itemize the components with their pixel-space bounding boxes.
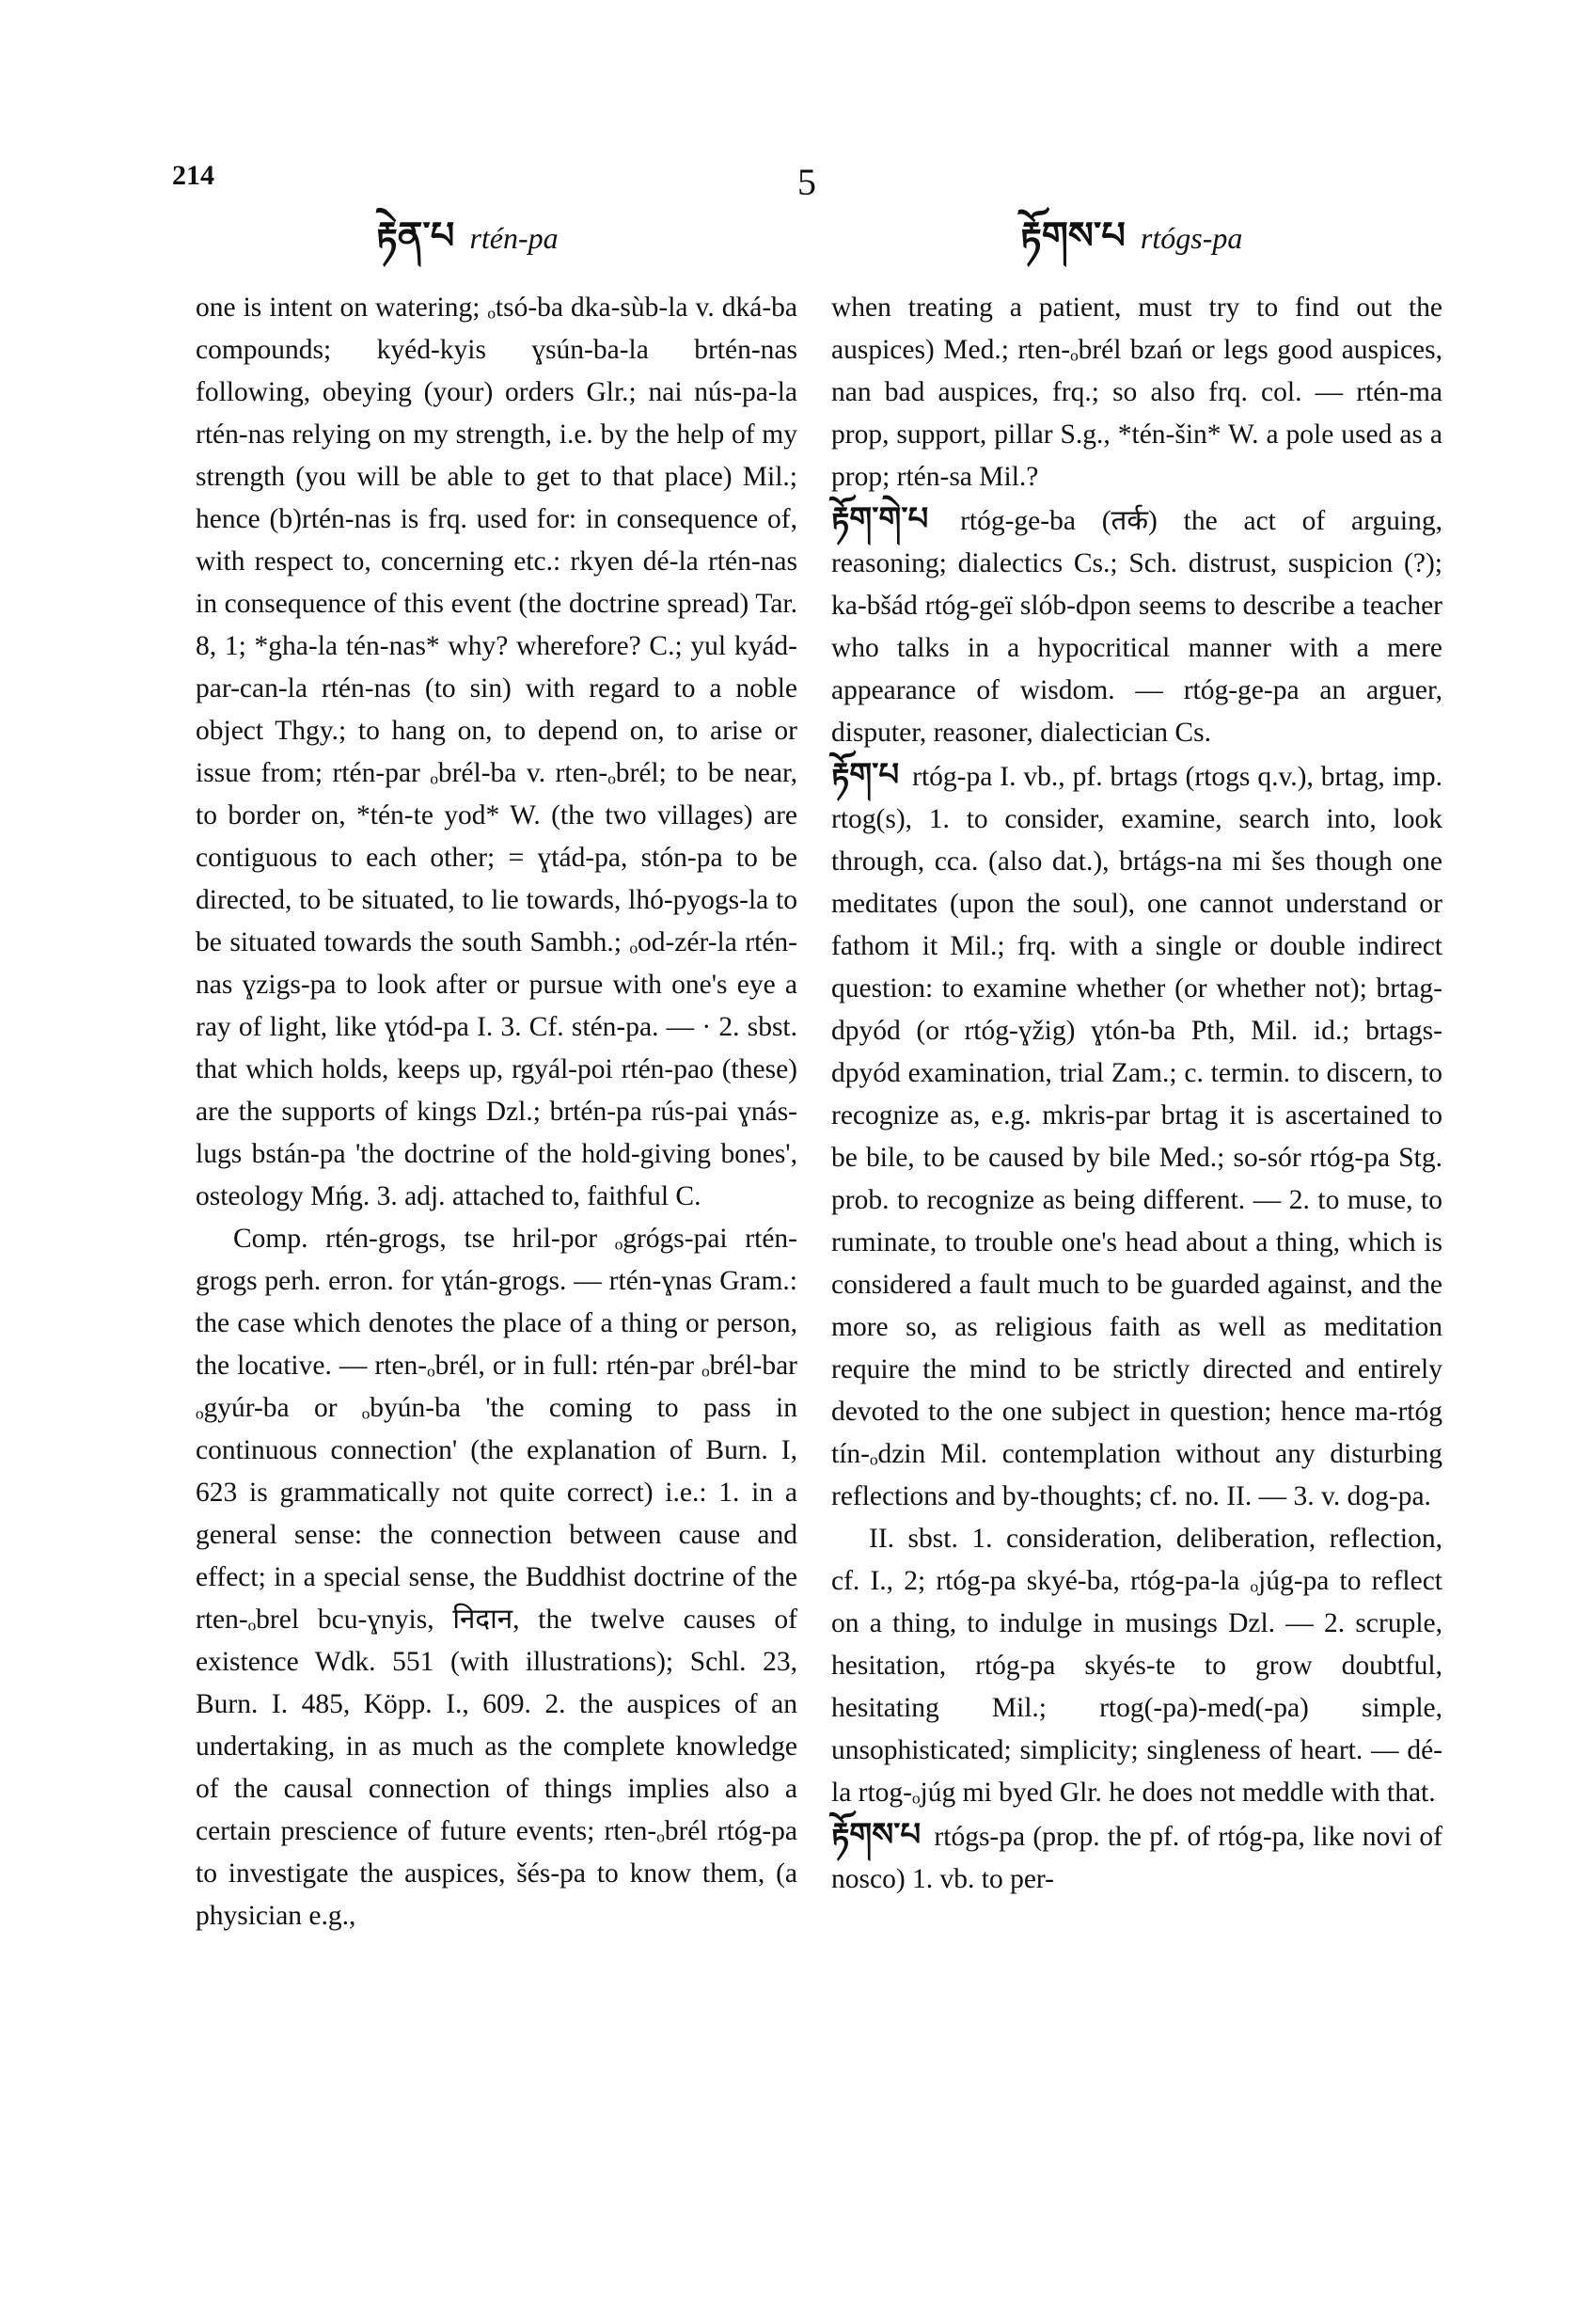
right-head-roman: rtógs-pa — [1140, 221, 1243, 255]
entry-text: rtógs-pa (prop. the pf. of rtóg-pa, like novi of nosco) 1. vb. to per- — [831, 1822, 1442, 1894]
entry-rtog-ge-ba — [831, 498, 1442, 754]
entry-headword-tibetan: རྟོགས་པ — [831, 1818, 922, 1853]
entry-text: rtóg-ge-ba (तर्क) the act of arguing, reasoning; dialectics Cs.; Sch. distrust, suspicion (?); ka-bšád rtóg-geï slób-dpon seems to describe a teacher who talks in a hypocritical manner with a mere appearance of wisdom. — rtóg-ge-pa an arguer, disputer, reasoner, dialectician Cs. — [831, 506, 1442, 748]
entry-rtog-pa — [831, 754, 1442, 1518]
compounds-paragraph: Comp. rtén-grogs, tse hril-por ₒgrógs-pai rtén-grogs perh. erron. for ɣtán-grogs. — rtén-ɣnas Gram.: the case which denotes the place of a thing or person, the locative. — rten-ₒbrél, or in full: rtén-par ₒbrél-bar ₒgyúr-ba or ₒbyún-ba 'the coming to pass in continuous connection' (the explanation of Burn. I, 623 is grammatically not quite correct) i.e.: 1. in a general sense: the connection between cause and effect; in a special sense, the Buddhist doctrine of the rten-ₒbrel bcu-ɣnyis, निदान, the twelve causes of existence Wdk. 551 (with illustrations); Schl. 23, Burn. I. 485, Köpp. I., 609. 2. the auspices of an undertaking, in as much as the complete knowledge of the causal connection of things implies also a certain prescience of future events; rten-ₒbrél rtóg-pa to investigate the auspices, šés-pa to know them, (a physician e.g., — [196, 1224, 797, 1931]
entry-headword-tibetan: རྟོག་གེ་པ — [831, 502, 929, 537]
right-running-head — [1020, 193, 1242, 299]
entry-text: rtóg-pa I. vb., pf. brtags (rtogs q.v.), brtag, imp. rtog(s), 1. to consider, examine, search into, look through, cca. (also dat.), brtágs-na mi šes though one meditates (upon the soul), one cannot understand or fathom it Mil.; frq. with a single or double indirect question: to examine whether (or whether not); brtag-dpyód (or rtóg-ɣžig) ɣtón-ba Pth, Mil. id.; brtags-dpyód examination, trial Zam.; c. termin. to discern, to recognize as, e.g. mkris-par brtag it is ascertained to be bile, to be caused by bile Med.; so-sór rtóg-pa Stg. prob. to recognize as being different. — 2. to muse, to ruminate, to trouble one's head about a thing, which is considered a fault much to be guarded against, and the more so, as religious faith as well as meditation require the mind to be strictly directed and entirely devoted to the one subject in question; hence ma-rtóg tín-ₒdzin Mil. contemplation without any disturbing reflections and by-thoughts; cf. no. II. — 3. v. dog-pa. — [831, 762, 1443, 1511]
entry-headword-tibetan: རྟོག་པ — [831, 758, 900, 793]
center-marker: 5 — [797, 161, 816, 203]
left-head-roman: rtén-pa — [469, 221, 559, 255]
left-head-tibetan: རྟེན་པ — [376, 214, 455, 257]
entry-continuation-right: when treating a patient, must try to find out the auspices) Med.; rten-ₒbrél bzań or legs good auspices, nan bad auspices, frq.; so also frq. col. — rtén-ma prop, support, pillar S.g., *tén-šin* W. a pole used as a prop; rtén-sa Mil.? — [831, 292, 1442, 492]
page-number: 214 — [172, 160, 214, 191]
left-column — [196, 287, 797, 1937]
entry-continuation: one is intent on watering; ₒtsó-ba dka-sùb-la v. dká-ba compounds; kyéd-kyis ɣsún-ba-la brtén-nas following, obeying (your) orders Glr.; nai nús-pa-la rtén-nas relying on my strength, i.e. by the help of my strength (you will be able to get to that place) Mil.; hence (b)rtén-nas is frq. used for: in consequence of, with respect to, concerning etc.: rkyen dé-la rtén-nas in consequence of this event (the doctrine spread) Tar. 8, 1; *gha-la tén-nas* why? wherefore? C.; yul kyád-par-can-la rtén-nas (to sin) with regard to a noble object Thgy.; to hang on, to depend on, to arise or issue from; rtén-par ₒbrél-ba v. rten-ₒbrél; to be near, to border on, *tén-te yod* W. (the two villages) are contiguous to each other; = ɣtád-pa, stón-pa to be directed, to be situated, to lie towards, lhó-pyogs-la to be situated towards the south Sambh.; ₒod-zér-la rtén-nas ɣzigs-pa to look after or pursue with one's eye a ray of light, like ɣtód-pa I. 3. Cf. stén-pa. — · 2. sbst. that which holds, keeps up, rgyál-poi rtén-pao (these) are the supports of kings Dzl.; brtén-pa rús-pai ɣnás-lugs bstán-pa 'the doctrine of the hold-giving bones', osteology Mńg. 3. adj. attached to, faithful C. — [196, 292, 797, 1211]
left-running-head — [376, 193, 559, 299]
right-column — [831, 287, 1442, 1901]
right-head-tibetan: རྟོགས་པ — [1020, 214, 1126, 257]
entry-rtog-pa-sbst: II. sbst. 1. consideration, deliberation, reflection, cf. I., 2; rtóg-pa skyé-ba, rtóg-pa-la ₒjúg-pa to reflect on a thing, to indulge in musings Dzl. — 2. scruple, hesitation, rtóg-pa skyés-te to grow doubtful, hesitating Mil.; rtog(-pa)-med(-pa) simple, unsophisticated; simplicity; singleness of heart. — dé-la rtog-ₒjúg mi byed Glr. he does not meddle with that. — [831, 1524, 1442, 1808]
entry-rtogs-pa — [831, 1814, 1442, 1901]
